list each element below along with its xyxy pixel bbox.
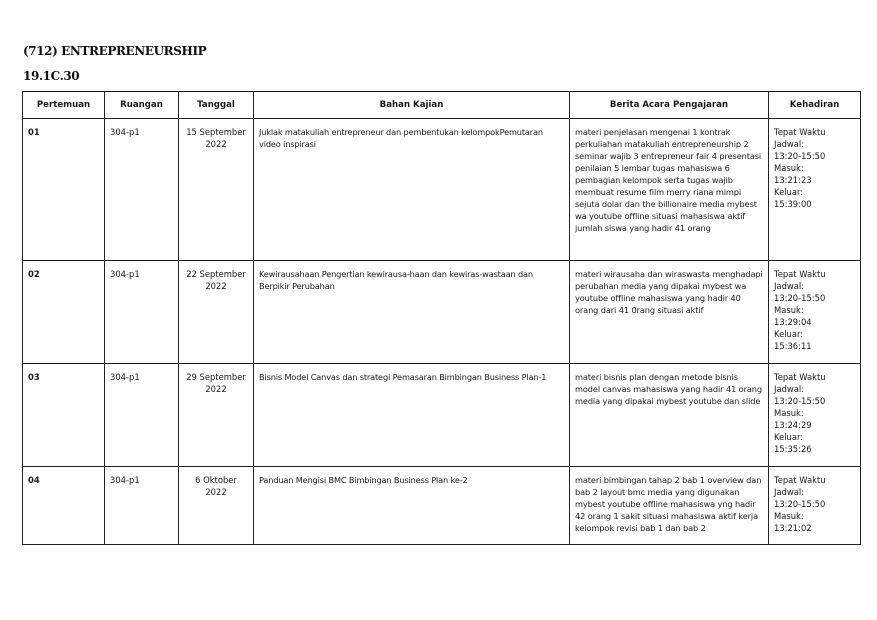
class-code: 19.1C.30	[23, 69, 80, 83]
cell-berita-acara: materi wirausaha dan wiraswasta menghadapi perubahan media yang dipakai mybest wa youtube offline mahasiswa yang hadir 40 orang dari 41 0rang situasi aktif	[570, 261, 769, 364]
kehadiran-value: 13:20-15:50	[774, 151, 826, 161]
table-row	[23, 119, 861, 261]
cell-kehadiran	[769, 119, 861, 261]
teaching-log-table	[22, 91, 861, 545]
kehadiran-label: Jadwal:	[774, 487, 805, 497]
cell-ruangan: 304-p1	[105, 467, 179, 545]
kehadiran-label: Masuk:	[774, 408, 804, 418]
cell-tanggal: 6 Oktober 2022	[179, 467, 254, 545]
header-tanggal: Tanggal	[179, 92, 254, 119]
kehadiran-value: 13:29:04	[774, 317, 812, 327]
cell-bahan-kajian: Panduan Mengisi BMC Bimbingan Business Plan ke-2	[254, 467, 570, 545]
cell-berita-acara: materi penjelasan mengenai 1 kontrak perkuliahan matakuliah entrepreneurship 2 seminar wajib 3 entrepreneur fair 4 presentasi penilaian 5 lembar tugas mahasiswa 6 pembagian kelompok serta tugas wajib membuat resume film merry riana mimpi sejuta dolar dan the billionaire media mybest wa youtube offline situasi mahasiswa aktif jumlah siswa yang hadir 41 orang	[570, 119, 769, 261]
kehadiran-value: 13:20-15:50	[774, 396, 826, 406]
kehadiran-label: Keluar:	[774, 187, 804, 197]
cell-kehadiran	[769, 261, 861, 364]
cell-tanggal: 29 September 2022	[179, 364, 254, 467]
kehadiran-value: 13:20-15:50	[774, 293, 826, 303]
kehadiran-value: 13:20-15:50	[774, 499, 826, 509]
cell-pertemuan: 03	[23, 364, 105, 467]
cell-bahan-kajian: Bisnis Model Canvas dan strategi Pemasaran Bimbingan Business Plan-1	[254, 364, 570, 467]
kehadiran-status: Tepat Waktu	[774, 475, 826, 485]
cell-ruangan: 304-p1	[105, 261, 179, 364]
kehadiran-value: 13:24:29	[774, 420, 812, 430]
cell-kehadiran	[769, 467, 861, 545]
header-bahan-kajian: Bahan Kajian	[254, 92, 570, 119]
kehadiran-label: Keluar:	[774, 329, 804, 339]
header-kehadiran: Kehadiran	[769, 92, 861, 119]
cell-kehadiran	[769, 364, 861, 467]
kehadiran-value: 15:36:11	[774, 341, 812, 351]
cell-tanggal: 15 September 2022	[179, 119, 254, 261]
cell-berita-acara: materi bisnis plan dengan metode bisnis model canvas mahasiswa yang hadir 41 orang media yang dipakai mybest youtube dan slide	[570, 364, 769, 467]
cell-ruangan: 304-p1	[105, 364, 179, 467]
cell-pertemuan: 04	[23, 467, 105, 545]
kehadiran-label: Jadwal:	[774, 281, 805, 291]
table-row	[23, 364, 861, 467]
kehadiran-value: 15:35:26	[774, 444, 812, 454]
kehadiran-label: Masuk:	[774, 305, 804, 315]
course-title: (712) ENTREPRENEURSHIP	[23, 44, 207, 58]
cell-bahan-kajian: Kewirausahaan Pengertian kewirausa-haan dan kewiras-wastaan dan Berpikir Perubahan	[254, 261, 570, 364]
cell-berita-acara: materi bimbingan tahap 2 bab 1 overview dan bab 2 layout bmc media yang digunakan mybest youtube offline mahasiswa yng hadir 42 orang 1 sakit situasi mahasiswa aktif kerja kelompok revisi bab 1 dan bab 2	[570, 467, 769, 545]
cell-bahan-kajian: Juklak matakuliah entrepreneur dan pembentukan kelompokPemutaran video inspirasi	[254, 119, 570, 261]
kehadiran-value: 13:21:02	[774, 523, 812, 533]
cell-tanggal: 22 September 2022	[179, 261, 254, 364]
kehadiran-value: 13:21:23	[774, 175, 812, 185]
table-row	[23, 261, 861, 364]
cell-ruangan: 304-p1	[105, 119, 179, 261]
kehadiran-status: Tepat Waktu	[774, 372, 826, 382]
header-row	[23, 92, 861, 119]
header-berita-acara: Berita Acara Pengajaran	[570, 92, 769, 119]
cell-pertemuan: 01	[23, 119, 105, 261]
header-pertemuan: Pertemuan	[23, 92, 105, 119]
kehadiran-label: Keluar:	[774, 432, 804, 442]
kehadiran-label: Masuk:	[774, 511, 804, 521]
kehadiran-status: Tepat Waktu	[774, 127, 826, 137]
header-ruangan: Ruangan	[105, 92, 179, 119]
cell-pertemuan: 02	[23, 261, 105, 364]
kehadiran-label: Masuk:	[774, 163, 804, 173]
table-row	[23, 467, 861, 545]
kehadiran-label: Jadwal:	[774, 139, 805, 149]
kehadiran-label: Jadwal:	[774, 384, 805, 394]
kehadiran-value: 15:39:00	[774, 199, 812, 209]
kehadiran-status: Tepat Waktu	[774, 269, 826, 279]
